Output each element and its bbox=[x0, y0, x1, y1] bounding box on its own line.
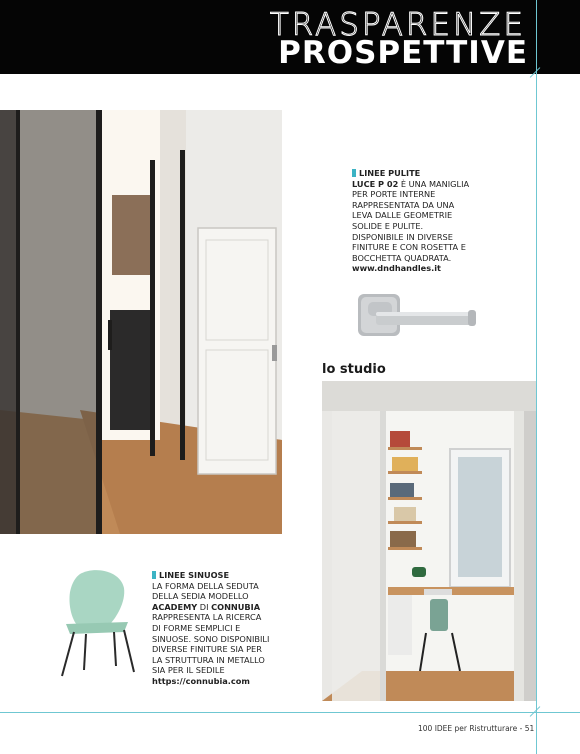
caption-tag bbox=[352, 169, 356, 177]
caption-intro: LA FORMA DELLA SEDUTA DELLA SEDIA MODELLO bbox=[152, 580, 259, 602]
title-line-outline: TRASPARENZE bbox=[269, 7, 526, 43]
section-label: lo studio bbox=[322, 362, 386, 377]
caption-url[interactable]: www.dndhandles.it bbox=[352, 263, 441, 274]
handle-caption bbox=[352, 168, 472, 274]
page-folio: 100 IDEE per Ristrutturare - 51 bbox=[418, 724, 535, 733]
guide-line-horizontal bbox=[0, 712, 580, 713]
chair-brand: CONNUBIA bbox=[211, 601, 261, 612]
caption-heading: LINEE PULITE bbox=[359, 168, 421, 178]
chair-photo bbox=[50, 566, 142, 680]
chair-caption bbox=[152, 570, 270, 687]
caption-body: È UNA MANIGLIA PER PORTE INTERNE RAPPRESENTATA DA UNA LEVA DALLE GEOMETRIE SOLIDE E PULITE. DISPONIBILE IN DIVERSE FINITURE E CON ROSETTA E BOCCHETTA QUADRATA. bbox=[352, 178, 470, 263]
caption-body: RAPPRESENTA LA RICERCA DI FORME SEMPLICI E SINUOSE. SONO DISPONIBILI DIVERSE FINITURE SIA PER LA STRUTTURA IN METALLO SIA PER IL SEDILE bbox=[152, 612, 270, 676]
guide-line-vertical bbox=[536, 0, 537, 754]
door-handle-photo bbox=[352, 284, 492, 360]
caption-connector: DI bbox=[197, 601, 212, 612]
caption-tag bbox=[152, 571, 156, 579]
product-name: LUCE P 02 bbox=[352, 178, 399, 189]
studio-photo bbox=[322, 381, 536, 701]
title-line-bold: PROSPETTIVE bbox=[278, 35, 528, 71]
caption-url[interactable]: https://connubia.com bbox=[152, 675, 250, 686]
chair-model: ACADEMY bbox=[152, 601, 198, 612]
caption-heading: LINEE SINUOSE bbox=[159, 570, 230, 580]
header-band bbox=[0, 0, 580, 74]
wardrobe-photo bbox=[0, 110, 282, 534]
